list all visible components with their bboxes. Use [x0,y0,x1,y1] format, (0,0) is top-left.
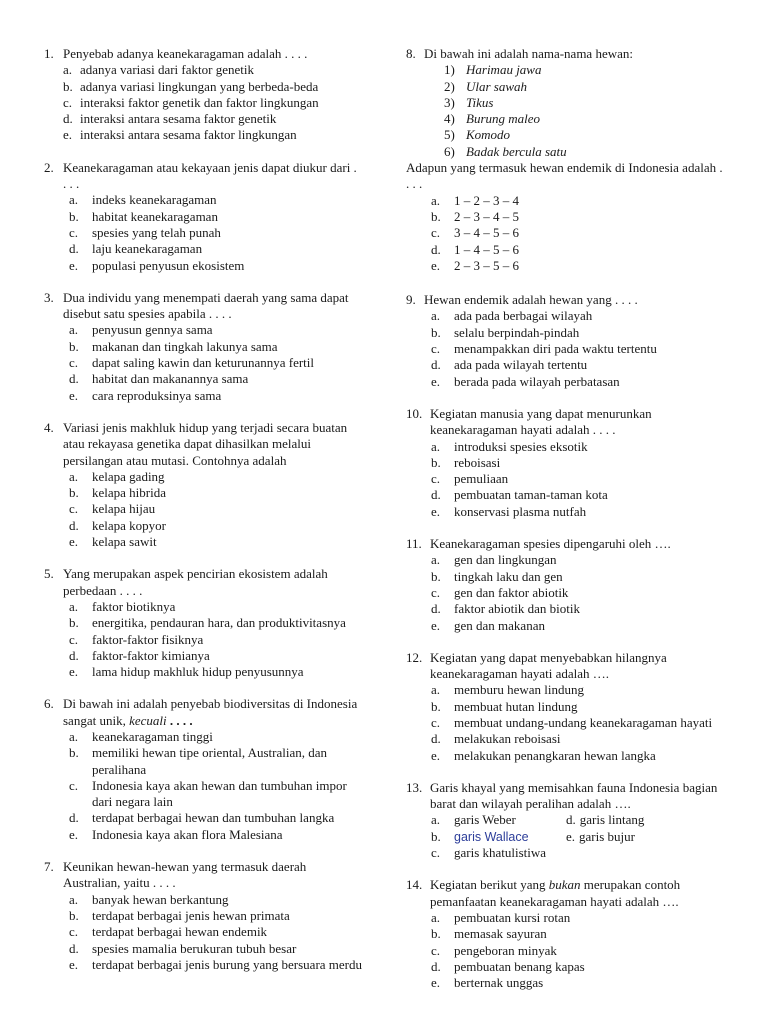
question-1 [44,46,362,144]
question-number: 14. [406,877,423,893]
option-text: penyusun gennya sama [92,322,213,338]
option-a [406,193,726,209]
option-letter: e. [431,257,441,273]
question-stem [44,696,362,729]
question-stem: Kegiatan manusia yang dapat menurunkan keanekaragaman hayati adalah . . . . [430,405,652,438]
option-d [406,959,726,975]
option-text: Indonesia kaya akan flora Malesiana [92,826,283,842]
animal-item [406,79,726,95]
question-stem: Hewan endemik adalah hewan yang . . . . [424,292,638,308]
question-number: 2. [44,159,54,175]
option-text: membuat undang-undang keanekaragaman hayati [454,714,713,730]
option-text: laju keanekaragaman [92,241,203,257]
option-letter: d. [566,812,576,828]
question-number: 8. [406,46,416,61]
option-text: terdapat berbagai hewan dan tumbuhan langka [92,810,335,826]
option-text: dapat saling kawin dan keturunannya fertil [92,355,315,371]
option-text: 1 – 4 – 5 – 6 [454,241,519,257]
option-letter: d. [63,111,73,127]
option-letter: c. [431,225,441,241]
option-a [406,812,566,828]
animal-item [406,95,726,111]
stem-text: Di bawah ini adalah penyebab biodiversitas di Indonesia sangat unik, [63,696,358,728]
option-c [406,845,566,861]
question-number: 6. [44,696,54,712]
option-list [406,193,726,274]
option-text: konservasi plasma nutfah [454,503,587,519]
question-number: 3. [44,289,54,305]
option-text: habitat keanekaragaman [92,208,218,224]
question-stem [406,877,726,910]
option-e [406,374,726,390]
option-text: pembuatan kursi rotan [454,909,571,925]
option-text: lama hidup makhluk hidup penyusunnya [92,664,304,680]
option-text: garis lintang [579,812,645,828]
question-stem: Variasi jenis makhluk hidup yang terjadi secara buatan atau rekayasa genetika dapat dihasilkan melalui persilangan atau mutasi. Contohnya adalah [63,419,348,468]
animal-item [406,144,726,160]
option-d [44,810,362,826]
option-text: selalu berpindah-pindah [454,324,580,340]
option-a [44,469,362,485]
option-letter: b. [69,338,79,354]
option-d [566,812,706,828]
question-number: 4. [44,419,54,435]
option-c [406,341,726,357]
option-list [44,322,362,403]
option-letter: b. [69,907,79,923]
option-letter: c. [63,94,73,110]
option-letter: e. [69,257,79,273]
right-column [406,46,726,1007]
option-text: terdapat berbagai jenis hewan primata [92,907,290,923]
question-stem: Garis khayal yang memisahkan fauna Indonesia bagian barat dan wilayah peralihan adalah …. [430,779,718,812]
option-b [44,615,362,631]
option-text: melakukan reboisasi [454,731,561,747]
option-letter: c. [69,501,79,517]
option-text: populasi penyusun ekosistem [92,257,245,273]
option-a [44,892,362,908]
option-letter: c. [69,631,79,647]
question-5 [44,566,362,680]
option-list [44,192,362,273]
option-text: ada pada berbagai wilayah [454,308,593,324]
option-text: berada pada wilayah perbatasan [454,373,620,389]
option-letter: b. [63,78,73,94]
question-4 [44,420,362,550]
option-text: membuat hutan lindung [454,698,578,714]
option-b [44,908,362,924]
option-a [406,910,726,926]
option-text: gen dan makanan [454,617,545,633]
option-list [44,469,362,550]
option-text: garis Weber [454,812,516,828]
option-text: gen dan faktor abiotik [454,584,569,600]
option-letter: d. [69,647,79,663]
animal-number: 6) [444,143,455,159]
option-text: terdapat berbagai hewan endemik [92,924,268,940]
option-text: kelapa hijau [92,501,156,517]
animal-number: 4) [444,111,455,127]
option-d [406,487,726,503]
option-letter: b. [431,926,441,942]
option-letter: e. [69,534,79,550]
option-list [406,308,726,389]
option-d [406,601,726,617]
option-text: kelapa gading [92,468,165,484]
question-stem: Kegiatan yang dapat menyebabkan hilangnya keanekaragaman hayati adalah …. [430,649,667,682]
option-e [44,827,362,843]
option-letter: a. [431,438,441,454]
question-prompt: Adapun yang termasuk hewan endemik di Indonesia adalah . . . . [406,160,723,192]
option-c [406,225,726,241]
question-stem: Keunikan hewan-hewan yang termasuk daerah Australian, yaitu . . . . [63,859,307,891]
question-8 [406,46,726,274]
animal-number: 2) [444,78,455,94]
option-letter: b. [431,208,441,224]
option-text: Indonesia kaya akan hewan dan tumbuhan impor dari negara lain [92,777,347,810]
option-letter: b. [69,745,79,761]
animal-number: 3) [444,94,455,110]
option-text: menampakkan diri pada waktu tertentu [454,341,657,357]
option-letter: a. [69,891,79,907]
option-e [566,829,706,845]
option-e [44,664,362,680]
option-text: indeks keanekaragaman [92,192,217,208]
option-letter: d. [431,958,441,974]
option-letter: a. [431,909,441,925]
option-letter: c. [431,341,441,357]
option-letter: a. [63,62,73,78]
question-6 [44,696,362,843]
option-d [44,518,362,534]
option-letter: a. [69,468,79,484]
option-c [44,778,362,811]
option-text: energitika, pendauran hara, dan produktivitasnya [92,615,346,631]
option-text: gen dan lingkungan [454,552,557,568]
option-letter: c. [69,777,79,793]
option-c [44,225,362,241]
option-e [44,534,362,550]
option-a [406,682,726,698]
animal-name: Ular sawah [466,78,528,94]
question-stem: Yang merupakan aspek pencirian ekosistem adalah perbedaan . . . . [63,566,328,598]
option-letter: a. [69,728,79,744]
option-c [406,585,726,601]
option-text: 3 – 4 – 5 – 6 [454,225,519,241]
option-letter: a. [431,812,441,828]
option-b [406,209,726,225]
stem-text: Kegiatan berikut yang [430,877,549,893]
option-a [44,599,362,615]
option-text: adanya variasi lingkungan yang berbeda-beda [80,78,319,94]
option-letter: e. [431,975,441,991]
option-a [44,729,362,745]
option-d [406,357,726,373]
option-text: garis bujur [579,828,635,844]
option-text: garis Wallace [454,829,529,844]
question-2 [44,160,362,274]
option-letter: c. [431,942,441,958]
option-b [406,325,726,341]
option-letter: e. [566,828,576,844]
option-c [44,95,362,111]
option-text: tingkah laku dan gen [454,568,563,584]
option-letter: d. [69,371,79,387]
option-letter: e. [69,956,79,972]
option-e [44,258,362,274]
option-b [406,455,726,471]
option-a [406,552,726,568]
option-c [44,355,362,371]
option-letter: e. [431,503,441,519]
question-number: 10. [406,405,423,421]
option-e [44,388,362,404]
stem-text: merupakan contoh pemanfaatan keanekaragaman hayati adalah …. [430,877,681,909]
question-number: 11. [406,536,422,552]
question-14 [406,877,726,991]
option-b [44,79,362,95]
option-e [406,504,726,520]
question-number: 1. [44,46,54,61]
stem-emphasis: kecuali [129,712,167,728]
option-b [406,926,726,942]
option-letter: d. [431,731,441,747]
animal-item [406,111,726,127]
option-letter: a. [431,308,441,324]
option-c [406,715,726,731]
question-13 [406,780,726,861]
option-d [406,731,726,747]
question-11 [406,536,726,634]
option-text: interaksi faktor genetik dan faktor lingkungan [80,94,319,110]
option-d [44,941,362,957]
option-text: faktor-faktor fisiknya [92,631,204,647]
option-b [406,829,566,845]
question-9 [406,292,726,390]
option-c [406,471,726,487]
option-e [406,618,726,634]
option-text: faktor abiotik dan biotik [454,601,581,617]
question-stem: Keanekaragaman spesies dipengaruhi oleh …. [430,536,671,552]
animal-list [406,62,726,160]
option-text: reboisasi [454,454,501,470]
left-column [44,46,362,989]
option-c [44,501,362,517]
option-letter: e. [69,826,79,842]
option-letter: a. [431,192,441,208]
option-e [406,748,726,764]
option-b [44,745,362,778]
option-letter: d. [69,810,79,826]
option-d [406,242,726,258]
animal-name: Badak bercula satu [466,143,567,159]
option-list [406,552,726,633]
option-text: memiliki hewan tipe oriental, Australian, dan peralihana [92,745,328,777]
option-letter: d. [431,357,441,373]
option-list [44,599,362,680]
option-text: faktor-faktor kimianya [92,647,210,663]
option-e [44,127,362,143]
animal-name: Komodo [466,127,511,143]
option-letter: d. [431,487,441,503]
option-letter: c. [431,714,441,730]
option-text: spesies yang telah punah [92,224,221,240]
option-c [44,924,362,940]
option-c [44,632,362,648]
animal-name: Harimau jawa [466,62,542,78]
option-text: keanekaragaman tinggi [92,728,213,744]
question-12 [406,650,726,764]
option-letter: e. [431,617,441,633]
option-letter: b. [431,454,441,470]
option-list [406,682,726,763]
option-text: memasak sayuran [454,926,547,942]
option-text: 1 – 2 – 3 – 4 [454,192,519,208]
option-text: 2 – 3 – 4 – 5 [454,208,519,224]
option-text: garis khatulistiwa [454,845,547,861]
animal-number: 5) [444,127,455,143]
question-stem: Keanekaragaman atau kekayaan jenis dapat diukur dari . . . . [63,159,357,192]
option-b [44,485,362,501]
option-text: kelapa hibrida [92,485,166,501]
option-text: berternak unggas [454,975,544,991]
option-text: faktor biotiknya [92,598,176,614]
option-letter: b. [431,698,441,714]
question-10 [406,406,726,520]
option-text: habitat dan makanannya sama [92,371,249,387]
option-text: introduksi spesies eksotik [454,438,588,454]
option-d [44,241,362,257]
animal-name: Burung maleo [466,111,541,127]
option-text: 2 – 3 – 5 – 6 [454,257,519,273]
option-text: kelapa sawit [92,534,157,550]
animal-item [406,127,726,143]
option-a [44,62,362,78]
option-text: pembuatan taman-taman kota [454,487,608,503]
animal-name: Tikus [466,94,494,110]
option-letter: d. [431,241,441,257]
option-e [406,975,726,991]
option-letter: e. [431,373,441,389]
option-b [406,699,726,715]
option-a [44,322,362,338]
option-letter: b. [431,324,441,340]
animal-item [406,62,726,78]
question-stem: Dua individu yang menempati daerah yang sama dapat disebut satu spesies apabila . . . . [63,289,349,322]
option-letter: e. [431,747,441,763]
option-letter: a. [431,552,441,568]
option-text: interaksi antara sesama faktor genetik [80,111,277,127]
option-letter: b. [431,828,441,844]
option-letter: c. [431,471,441,487]
question-stem: Di bawah ini adalah nama-nama hewan: [424,46,633,61]
question-stem: Penyebab adanya keanekaragaman adalah . . . . [63,46,308,61]
option-text: banyak hewan berkantung [92,891,229,907]
question-number: 9. [406,292,416,308]
option-letter: c. [431,845,441,861]
option-text: pembuatan benang kapas [454,958,585,974]
option-text: kelapa kopyor [92,517,167,533]
option-list [406,439,726,520]
option-b [44,339,362,355]
option-letter: a. [69,598,79,614]
option-b [44,209,362,225]
option-letter: a. [431,682,441,698]
option-letter: b. [69,485,79,501]
option-text: memburu hewan lindung [454,682,584,698]
question-number: 13. [406,779,423,795]
option-list [44,892,362,973]
option-text: melakukan penangkaran hewan langka [454,747,656,763]
option-letter: d. [431,601,441,617]
option-text: ada pada wilayah tertentu [454,357,588,373]
option-a [406,308,726,324]
option-letter: e. [69,387,79,403]
option-text: pemuliaan [454,471,509,487]
option-letter: d. [69,940,79,956]
stem-emphasis: bukan [548,877,581,893]
animal-number: 1) [444,62,455,78]
option-e [406,258,726,274]
option-letter: c. [69,924,79,940]
option-text: spesies mamalia berukuran tubuh besar [92,940,297,956]
option-text: cara reproduksinya sama [92,387,222,403]
option-letter: b. [69,615,79,631]
option-letter: b. [69,208,79,224]
option-letter: a. [69,322,79,338]
option-letter: d. [69,517,79,533]
question-number: 7. [44,859,54,875]
option-letter: e. [63,127,73,143]
option-list [44,729,362,843]
option-letter: d. [69,241,79,257]
option-text: interaksi antara sesama faktor lingkungan [80,127,297,143]
question-number: 12. [406,649,423,665]
option-text: terdapat berbagai jenis burung yang bersuara merdu [92,956,363,972]
option-a [406,439,726,455]
option-d [44,648,362,664]
option-text: adanya variasi dari faktor genetik [80,62,254,78]
option-letter: e. [69,664,79,680]
question-7 [44,859,362,973]
option-text: makanan dan tingkah lakunya sama [92,338,278,354]
option-text: pengeboran minyak [454,942,557,958]
option-letter: b. [431,568,441,584]
option-a [44,192,362,208]
stem-dots: . . . . [166,712,193,728]
option-list [44,62,362,143]
option-d [44,111,362,127]
option-c [406,943,726,959]
question-number: 5. [44,566,54,582]
option-d [44,371,362,387]
option-list [406,910,726,991]
option-b [406,569,726,585]
option-letter: c. [431,584,441,600]
option-grid [406,812,726,861]
option-letter: c. [69,355,79,371]
option-letter: c. [69,224,79,240]
option-letter: a. [69,192,79,208]
question-3 [44,290,362,404]
option-e [44,957,362,973]
